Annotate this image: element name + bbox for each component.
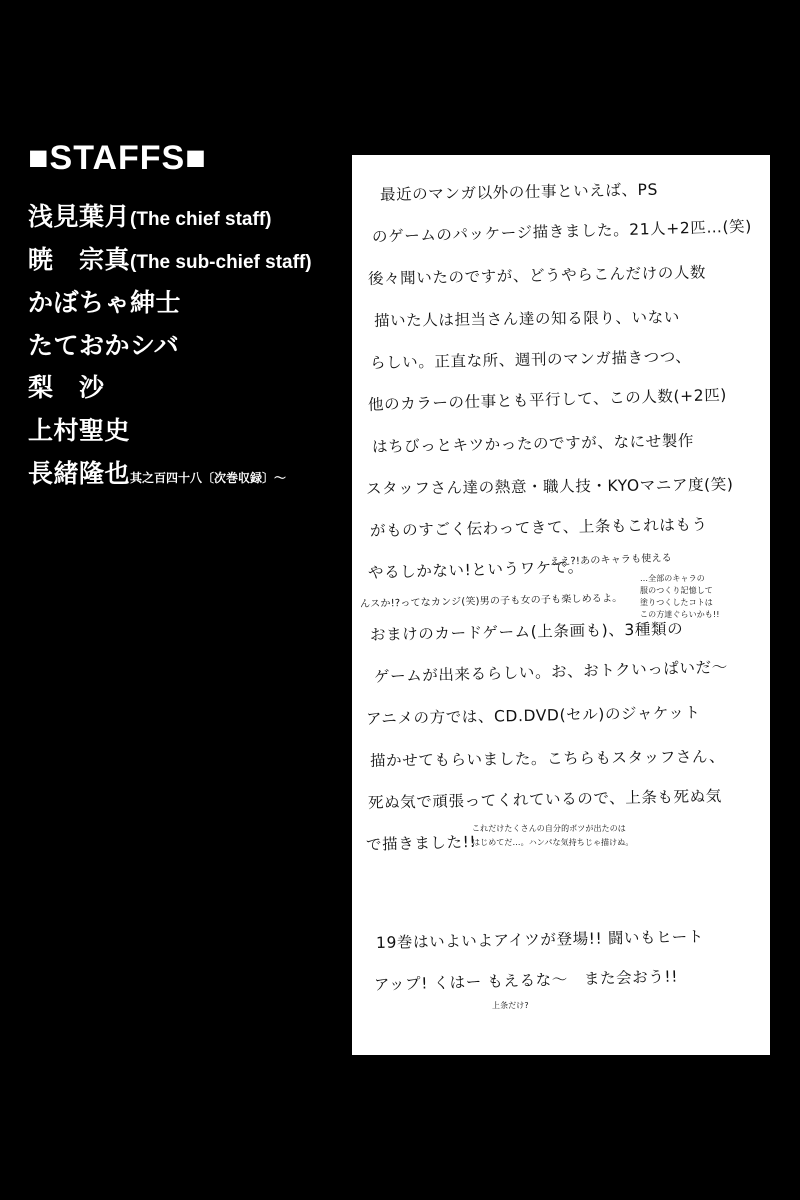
staff-note: 其之百四十八〔次巻収録〕～ [130, 470, 287, 485]
staff-section [28, 140, 348, 503]
afterword-closing-line: アップ! くはー もえるな～ また会おう!! [373, 967, 679, 994]
afterword-line: はちびっとキツかったのですが、なにせ製作 [371, 431, 695, 456]
afterword-line: アニメの方では、CD.DVD(セル)のジャケット [365, 703, 701, 728]
list-item [28, 246, 348, 275]
staff-name: 梨 沙 [28, 374, 105, 403]
staff-name: 上村聖史 [28, 417, 131, 446]
afterword-closing-note: 上条だけ? [492, 1001, 529, 1010]
afterword-line: 描かせてもらいました。こちらもスタッフさん、 [369, 747, 726, 770]
staff-role: (The chief staff) [130, 209, 272, 231]
afterword-line: 他のカラーの仕事とも平行して、この人数(+2匹) [367, 385, 728, 414]
afterword-closing-line: 19巻はいよいよアイツが登場!! 闘いもヒート [375, 927, 705, 952]
list-item [28, 332, 348, 361]
afterword-line: 後々聞いたのですが、どうやらこんだけの人数 [367, 263, 707, 288]
list-item [28, 417, 348, 446]
afterword-line: のゲームのパッケージ描きました。21人+2匹…(笑) [371, 217, 753, 246]
afterword-line: やるしかない!というワケで。 [367, 557, 585, 582]
staff-name: たておかシバ [28, 331, 180, 360]
afterword-line: 最近のマンガ以外の仕事といえば、PS [379, 180, 659, 204]
afterword-line: ゲームが出来るらしい。お、おトクいっぱいだ～ [373, 658, 729, 686]
afterword-panel [352, 155, 770, 1055]
staff-name: 浅見葉月 [28, 203, 131, 232]
afterword-line: らしい。正直な所、週刊のマンガ描きつつ、 [369, 347, 692, 372]
list-item [28, 374, 348, 403]
afterword-line: 描いた人は担当さん達の知る限り、いない [373, 308, 681, 330]
afterword-annotation: この方達ぐらいかも!! [640, 610, 720, 619]
afterword-annotation: んスか!?ってなカンジ(笑)男の子も女の子も楽しめるよ。 [359, 593, 623, 610]
staff-role: (The sub-chief staff) [130, 252, 312, 274]
afterword-line: スタッフさん達の熱意・職人技・KYOマニア度(笑) [365, 475, 734, 498]
staff-name: 長緒隆也 [28, 459, 131, 488]
staff-name: かぼちゃ紳士 [28, 288, 182, 317]
afterword-annotation: …全部のキャラの [640, 574, 705, 583]
afterword-annotation: 服のつくり記憶して [640, 586, 713, 595]
afterword-line: 死ぬ気で頑張ってくれているので、上条も死ぬ気 [367, 787, 723, 812]
afterword-annotation: ええ?!あのキャラも使える [549, 552, 673, 568]
afterword-line: がものすごく伝わってきて、上条もこれはもう [369, 515, 708, 540]
afterword-line: おまけのカードゲーム(上条画も)、3種類の [369, 619, 684, 644]
staff-name: 暁 宗真 [28, 246, 131, 275]
afterword-annotation: はじめてだ…。ハンパな気持ちじゃ描けぬ。 [472, 838, 634, 847]
staff-heading: ■STAFFS■ [28, 139, 207, 177]
list-item [28, 289, 348, 318]
afterword-annotation: 塗りつくしたコトは [640, 598, 713, 607]
afterword-annotation: これだけたくさんの自分的ボツが出たのは [472, 824, 626, 833]
afterword-line: で描きました!! [365, 832, 477, 854]
list-item [28, 460, 348, 489]
list-item [28, 203, 348, 232]
